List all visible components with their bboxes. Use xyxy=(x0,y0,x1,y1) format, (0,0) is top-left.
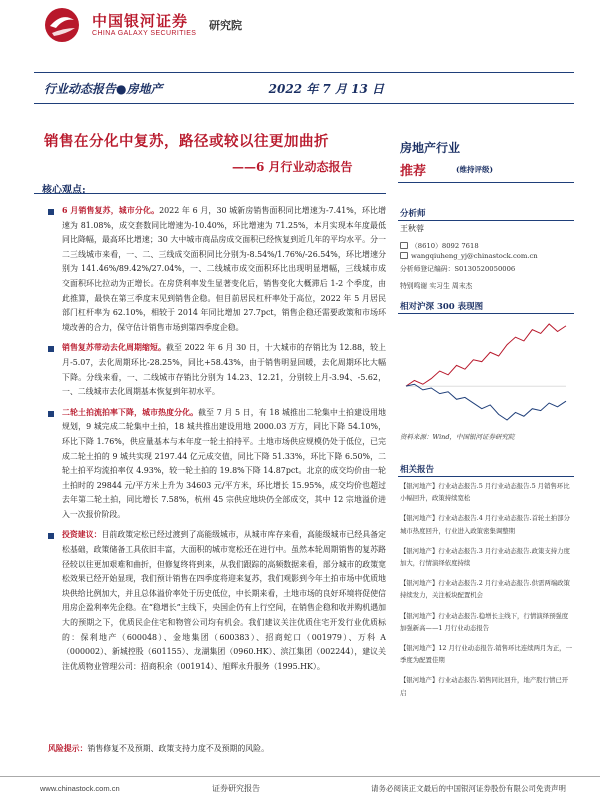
bullet-text: 目前政策定松已经过渡到了高能级城市，从城市库存来看，高能级城市已经具备定松基础，政策储备工具依旧丰富，大面积的城市宽松还在进行中。虽然本轮周期销售的复苏路径较以往更加艰难和曲折，但修复终将到来，从我们跟踪的高频数据来看，部分城市的政策宽松效果已经开始显现，我们预计销售在四季度将迎来复苏，我们观影到今年土拍市场中优质地块供给比例加大，并且总体溢价率处于历史低位，中长期来看，土地市场的良好环境将促使信用房企盈利率先企稳。在“稳增长”主线下，央国企仍有上行空间，在销售企稳和收并购机遇加大的预期之下，优质民企住宅和物管公司均有机会。我们建议关注优质住宅开发行业优质标的：保利地产（600048）、金地集团（600383）、招商蛇口（001979）、万科 A（000002）、新城控股（601155）、龙湖集团（0960.HK）、滨江集团（002244），建议关注优质物业管理公司：招商积余（001914）、旭辉永升服务（1995.HK）。 xyxy=(62,530,386,671)
bullet-text: 2022 年 6 月，30 城新房销售面积同比增速为-7.41%，环比增速为 81.08%，成交套数同比增速为-10.40%，环比增速为 71.25%，本月实现本年度最低同比降幅，最高环比增速；30 大中城市商品房成交面积已经恢复到近几年的平均水平。分一二三线城市来看，一、二、三线成交面积同比分别为-8.54%/1.76%/-26.54%，环比增速分别为 141.46%/89.42%/27.04%，一、二线城市成交面积环比出现明显增幅，三线城市成交面积环比拉动为正增长。在房贷利率发生显著变化后，销售变化大概滞后 1-2 个季度，由此推算，最快在第三季度末见到销售企稳。但目前居民杠杆率处于高位，2022 年 5 月居民部门杠杆率为 62.10%，相较于 2014 年同比增加 27.7pct，销售企稳还需要政策和市场环境改善的合力，保守估计销售市场到第四季度企稳。 xyxy=(62,206,386,332)
report-subtitle: ——6 月行业动态报告 xyxy=(232,160,353,174)
analyst-heading: 分析师 xyxy=(400,209,426,219)
bullet-text: 截至 2022 年 6 月 30 日，十大城市的存销比为 12.88，较上月-5.07，去化周期环比-28.25%，同比+58.43%，由于销售明显回暖，去化周期环比大幅下降。分线来看，一、二线城市存销比分别为 14.23、12.21，分别较上月-3.94、-5.62，一、二线城市去化周期基本恢复到年初水平。 xyxy=(62,343,386,397)
core-views-label: 核心观点: xyxy=(42,185,86,196)
related-report-item[interactable]: 【银河地产】行业动态报告.4 月行业动态报告.首轮土拍部分城市热度回升，行业进入政策密集调整期 xyxy=(400,514,570,535)
bullet-heading: 投资建议： xyxy=(62,530,102,540)
relative-performance-chart xyxy=(398,316,574,428)
mail-icon xyxy=(400,252,408,259)
chart-source: 资料来源：Wind，中国银河证券研究院 xyxy=(400,433,515,441)
bullet-heading: 销售复苏带动去化周期缩短。 xyxy=(62,343,166,353)
related-report-item[interactable]: 【银河地产】行业动态报告.稳增长主线下，行情演绎预强度加强新高——1 月行业动态报告 xyxy=(400,611,569,632)
related-report-item[interactable]: 【银河地产】行业动态报告.销售同比回升，地产股行情已开启 xyxy=(400,676,569,697)
core-views xyxy=(48,204,386,680)
risk-text: 销售修复不及预期、政策支持力度不及预期的风险。 xyxy=(87,744,269,753)
rating-status: (维持评级) xyxy=(456,165,494,174)
bullet-land xyxy=(48,406,386,523)
series-line-1 xyxy=(406,384,566,420)
brand-institute: 研究院 xyxy=(209,19,242,32)
related-report-item[interactable]: 【银河地产】行业动态报告.5 月行业动态报告.5 月销售环比小幅回升，政策持续宽松 xyxy=(400,482,570,503)
bullet-investment xyxy=(48,528,386,674)
analyst-name: 王秋蓉 xyxy=(400,224,424,233)
report-title: 销售在分化中复苏，路径或较以往更加曲折 xyxy=(44,133,329,150)
related-report-item[interactable]: 【银河地产】行业动态报告.2 月行业动态报告.供需两端政策持续发力，关注板块配置机会 xyxy=(400,579,570,600)
industry-name: 房地产行业 xyxy=(400,141,461,155)
risk-label: 风险提示： xyxy=(48,744,88,753)
bullet-marker-icon xyxy=(48,533,54,539)
bullet-sales xyxy=(48,204,386,335)
footer-url[interactable]: www.chinastock.com.cn xyxy=(40,784,120,793)
divider xyxy=(398,476,574,477)
report-date: 2022 年 7 月 13 日 xyxy=(268,82,384,96)
email-text[interactable]: wangqiuheng_yj@chinastock.com.cn xyxy=(411,252,538,260)
related-report-item[interactable]: 【银河地产】12 月行业动态报告.销售环比连续两月为正，一季度为配置佳期 xyxy=(400,644,572,665)
bullet-heading: 二轮土拍流拍率下降，城市热度分化。 xyxy=(62,407,199,417)
rating: 推荐 xyxy=(400,164,427,179)
related-reports xyxy=(400,480,572,707)
phone-text: （8610）8092 7618 xyxy=(411,242,479,250)
brand-english: CHINA GALAXY SECURITIES xyxy=(92,30,197,37)
divider xyxy=(398,220,574,221)
analyst-cert: 分析师登记编码：S0130520050006 xyxy=(400,265,516,273)
analyst-phone xyxy=(400,240,479,250)
bullet-marker-icon xyxy=(48,411,54,417)
chart-title: 相对沪深 300 表现图 xyxy=(400,302,484,312)
report-bar xyxy=(34,72,574,104)
bullet-text: 截至 7 月 5 日，有 18 城推出二轮集中土拍建设用地规划，9 城完成二轮集中土拍，18 城共推出建设用地 2000.03 万方，同比下降 54.10%，环比下降 1.76%，供应量基本与本年度一轮土拍持平。土地市场供应规模仍处于低位，已完成二轮土拍的 9 城共实现 2197.44 亿元成交值，同比下降 51.33%，环比下降 6.50%，二轮土拍平均流拍率仅 4.93%，较一轮土拍的 19.8%下降 14.87pct。北京的成交均价由一轮土拍时的 29844 元/平方米上升为 34603 元/平方米，环比增长 15.95%，成交均价也超过去年第二轮土拍，同比增长 7.58%，杭州 45 宗供应地块仍全部成交，其中 12 宗地溢价进入一次报价阶段。 xyxy=(62,407,386,519)
brand-name: 中国银河证券 xyxy=(92,12,189,30)
divider xyxy=(398,182,574,183)
divider xyxy=(34,193,386,194)
analyst-email[interactable] xyxy=(400,252,538,260)
footer-center: 证券研究报告 xyxy=(212,784,260,793)
company-logo xyxy=(42,6,82,44)
related-heading: 相关报告 xyxy=(400,465,435,475)
bullet-marker-icon xyxy=(48,346,54,352)
divider xyxy=(398,313,574,314)
page-footer xyxy=(0,776,600,800)
assistant-credit: 特别鸣谢 实习生 周末杰 xyxy=(400,282,473,290)
footer-disclaimer: 请务必阅读正文最后的中国银河证券股份有限公司免责声明 xyxy=(371,784,566,793)
bullet-marker-icon xyxy=(48,209,54,215)
risk-warning xyxy=(48,742,386,756)
related-report-item[interactable]: 【银河地产】行业动态报告.3 月行业动态报告.政策支持力度加大，行情演绎依度持续 xyxy=(400,546,570,568)
bullet-heading: 6 月销售复苏，城市分化。 xyxy=(62,206,160,215)
bullet-inventory xyxy=(48,341,386,399)
report-type: 行业动态报告●房地产 xyxy=(44,82,163,96)
phone-icon xyxy=(400,242,408,249)
series-line-0 xyxy=(406,324,566,386)
